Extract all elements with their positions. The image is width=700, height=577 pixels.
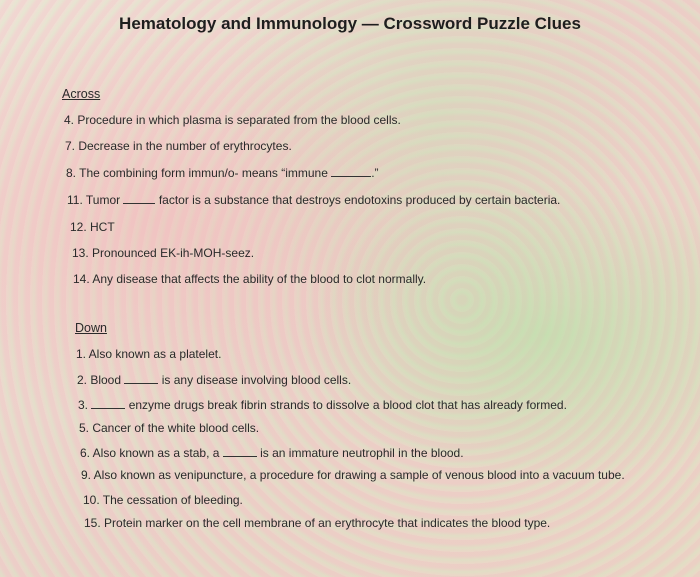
clue-text: 8. The combining form immun/o- means “immune — [66, 166, 328, 180]
across-clue-8 — [66, 166, 379, 180]
across-clue-4: 4. Procedure in which plasma is separated from the blood cells. — [64, 113, 401, 127]
down-clue-9: 9. Also known as venipuncture, a procedure for drawing a sample of venous blood into a vacuum tube. — [81, 468, 625, 482]
clue-text: is an immature neutrophil in the blood. — [260, 446, 464, 460]
clue-text: is any disease involving blood cells. — [161, 373, 352, 387]
down-clue-10: 10. The cessation of bleeding. — [83, 493, 243, 507]
down-clue-1: 1. Also known as a platelet. — [76, 347, 222, 361]
across-clue-14: 14. Any disease that affects the ability of the blood to clot normally. — [73, 272, 427, 286]
down-clue-3 — [78, 398, 567, 412]
answer-blank — [223, 447, 257, 457]
down-clue-5: 5. Cancer of the white blood cells. — [79, 421, 260, 435]
clue-text: .” — [371, 166, 379, 180]
answer-blank — [124, 374, 158, 384]
clue-text: enzyme drugs break fibrin strands to dissolve a blood clot that has already formed. — [128, 398, 567, 412]
clue-text: 3. — [78, 398, 89, 412]
clue-text: 11. Tumor — [67, 193, 121, 207]
answer-blank — [123, 194, 155, 204]
answer-blank — [331, 167, 371, 177]
across-clue-12: 12. HCT — [70, 220, 115, 234]
down-clue-6 — [80, 446, 464, 460]
clue-text: factor is a substance that destroys endotoxins produced by certain bacteria. — [158, 193, 561, 207]
across-heading: Across — [62, 87, 101, 101]
clue-text: 2. Blood — [77, 373, 122, 387]
down-clue-2 — [77, 373, 351, 387]
across-clue-7: 7. Decrease in the number of erythrocytes. — [65, 139, 292, 153]
clue-text: 6. Also known as a stab, a — [80, 446, 220, 460]
across-clue-11 — [67, 193, 560, 207]
down-clue-15: 15. Protein marker on the cell membrane of an erythrocyte that indicates the blood type. — [84, 516, 551, 530]
across-clue-13: 13. Pronounced EK-ih-MOH-seez. — [72, 246, 255, 260]
down-heading: Down — [75, 321, 107, 335]
answer-blank — [91, 399, 125, 409]
page-title: Hematology and Immunology — Crossword Puzzle Clues — [119, 14, 581, 33]
